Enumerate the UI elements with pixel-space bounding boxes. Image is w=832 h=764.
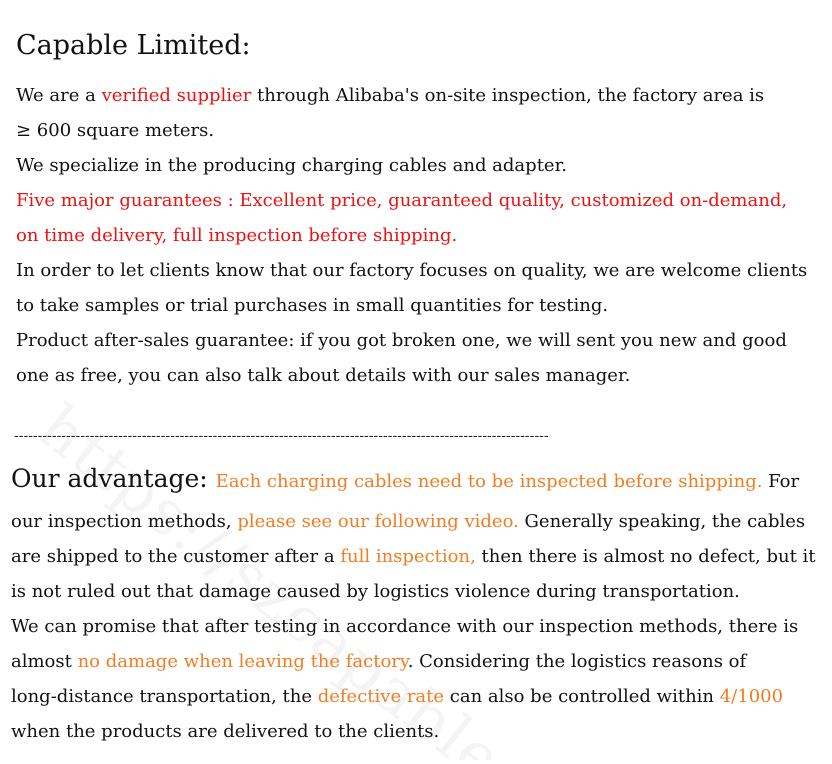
advantage-line-7 [11,684,783,710]
advantage-text: can also be controlled within [444,686,720,707]
advantage-text: almost [11,651,78,672]
specialize-line: We specialize in the producing charging cables and adapter. [16,155,567,176]
advantage-line-4: is not ruled out that damage caused by logistics violence during transportation. [11,581,740,602]
rate-value-highlight: 4/1000 [719,686,784,707]
full-inspection-highlight: full inspection, [340,546,476,567]
intro-line-2: ≥ 600 square meters. [16,120,215,141]
advantage-text: long-distance transportation, the [11,686,318,707]
advantage-text: . Considering the logistics reasons of [407,651,747,672]
intro-text: through Alibaba's on-site inspection, the factory area is [251,85,765,106]
quality-line-2: to take samples or trial purchases in small quantities for testing. [16,295,609,316]
advantage-line-3 [11,544,816,570]
advantage-text: For [762,471,800,492]
advantage-text: are shipped to the customer after a [11,546,341,567]
dashed-separator: ----------------------------------------------------------------------------------------------------------------- [14,428,549,444]
verified-supplier-highlight: verified supplier [101,85,252,106]
after-sales-line-2: one as free, you can also talk about details with our sales manager. [16,365,631,386]
inspection-highlight: Each charging cables need to be inspected before shipping. [215,471,763,492]
advantage-text: Generally speaking, the cables [518,511,806,532]
advantage-line-1 [11,466,799,495]
advantage-line-2 [11,509,805,535]
advantage-text: our inspection methods, [11,511,238,532]
advantage-line-6 [11,649,746,675]
advantage-line-8: when the products are delivered to the clients. [11,721,440,742]
advantage-heading: Our advantage: [11,464,216,493]
quality-line-1: In order to let clients know that our factory focuses on quality, we are welcome clients [16,260,808,281]
video-highlight: please see our following video. [237,511,519,532]
company-title: Capable Limited: [16,30,251,61]
after-sales-line-1: Product after-sales guarantee: if you got broken one, we will sent you new and good [16,330,787,351]
defective-rate-highlight: defective rate [317,686,445,707]
intro-line-1 [16,83,764,109]
no-damage-highlight: no damage when leaving the factory [77,651,408,672]
advantage-text: then there is almost no defect, but it [475,546,816,567]
guarantees-line-1: Five major guarantees : Excellent price, guaranteed quality, customized on-demand, [16,190,788,211]
intro-text: We are a [16,85,102,106]
guarantees-line-2: on time delivery, full inspection before shipping. [16,225,458,246]
advantage-line-5: We can promise that after testing in accordance with our inspection methods, there is [11,616,799,637]
